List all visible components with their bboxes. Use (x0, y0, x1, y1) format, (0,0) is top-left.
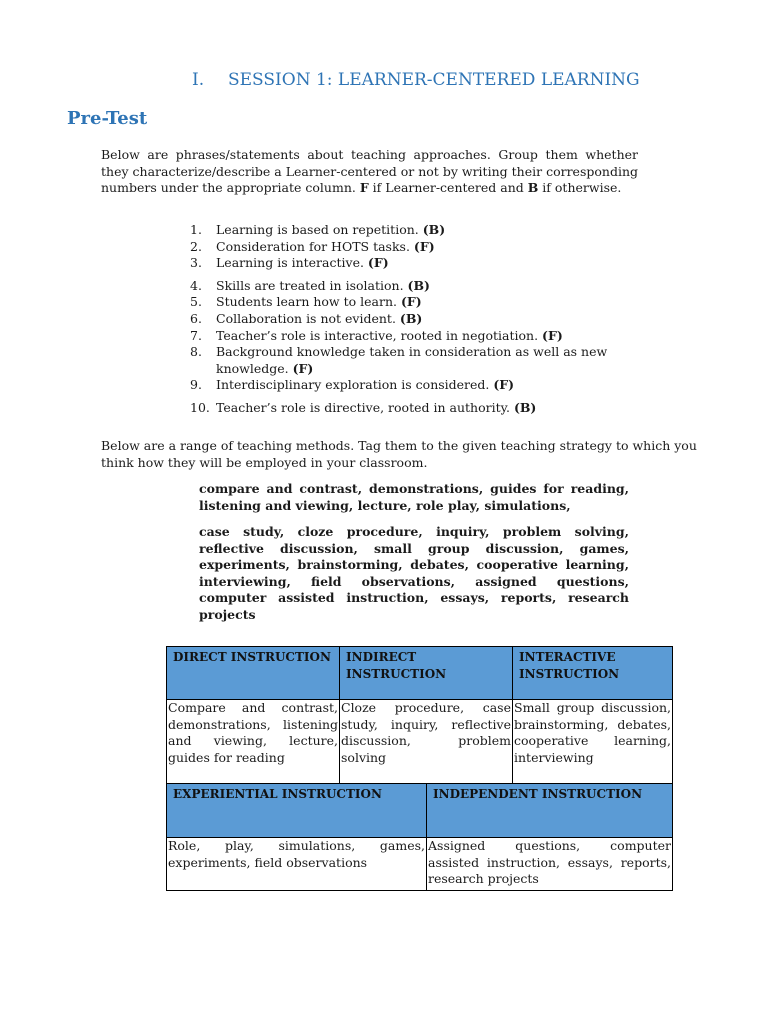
list-item (190, 255, 650, 272)
instructions-b-label: B (527, 180, 539, 196)
item-answer: (F) (367, 255, 389, 271)
table-header-interactive: INTERACTIVE INSTRUCTION (513, 647, 673, 700)
instructions-text-3: if otherwise. (538, 180, 622, 196)
item-text: Students learn how to learn. (216, 294, 401, 310)
methods-instructions: Below are a range of teaching methods. Tag them to the given teaching strategy to which you think how they will be employed in your classroom. (101, 438, 697, 470)
methods-list-1: compare and contrast, demonstrations, guides for reading, listening and viewing, lecture, role play, simulations, (199, 481, 629, 513)
item-number: 7. (190, 327, 202, 343)
item-number: 8. (190, 344, 202, 360)
list-item (190, 278, 650, 295)
table-cell: Role, play, simulations, games, experiments, field observations (167, 838, 427, 891)
item-text: Teacher’s role is directive, rooted in authority. (216, 399, 514, 415)
instruction-table-2 (166, 783, 673, 891)
list-item (190, 328, 650, 345)
item-answer: (B) (407, 277, 430, 293)
item-text: Collaboration is not evident. (216, 310, 400, 326)
item-number: 6. (190, 310, 202, 326)
item-text: Skills are treated in isolation. (216, 277, 408, 293)
item-text: Learning is based on repetition. (216, 222, 423, 237)
section-number: I. (192, 70, 205, 90)
table-header-independent: INDEPENDENT INSTRUCTION (427, 784, 673, 838)
instructions-text-1: Below are phrases/statements about teaching approaches. Group them whether they characterize/describe a Learner-centered or not by writing their corresponding numbers under the appropriate column. (101, 147, 638, 196)
instructions-f-label: F (359, 180, 369, 196)
item-answer: (B) (399, 310, 423, 326)
item-answer: (B) (422, 222, 446, 237)
item-text: Learning is interactive. (216, 255, 368, 271)
item-number: 9. (190, 377, 202, 393)
item-text: Background knowledge taken in consideration as well as new knowledge. (216, 344, 608, 376)
table-cell: Compare and contrast, demonstrations, listening and viewing, lecture, guides for reading (167, 700, 340, 784)
list-item (190, 222, 650, 239)
list-item (190, 377, 650, 394)
item-answer: (F) (542, 327, 563, 343)
table-cell: Assigned questions, computer assisted instruction, essays, reports, research projects (427, 838, 673, 891)
list-item (190, 311, 650, 328)
section-heading (192, 70, 640, 90)
item-number: 3. (190, 255, 202, 271)
pretest-item-list (190, 222, 650, 417)
item-text: Teacher’s role is interactive, rooted in negotiation. (216, 327, 543, 343)
table-cell: Small group discussion, brainstorming, debates, cooperative learning, interviewing (513, 700, 673, 784)
section-title: SESSION 1: LEARNER-CENTERED LEARNING (228, 70, 640, 90)
item-number: 2. (190, 238, 202, 254)
table-header-direct: DIRECT INSTRUCTION (167, 647, 340, 700)
list-item (190, 344, 650, 377)
instruction-table-1 (166, 646, 673, 784)
pretest-title: Pre-Test (67, 108, 148, 129)
list-item (190, 400, 650, 417)
instructions-text-2: if Learner-centered and (368, 180, 528, 196)
item-answer: (F) (400, 294, 422, 310)
item-number: 10. (190, 399, 210, 415)
item-number: 1. (190, 222, 202, 237)
table-cell: Cloze procedure, case study, inquiry, reflective discussion, problem solving (340, 700, 513, 784)
item-text: Interdisciplinary exploration is considered. (216, 377, 494, 393)
list-item (190, 294, 650, 311)
item-answer: (F) (413, 238, 435, 254)
item-answer: (F) (493, 377, 515, 393)
item-answer: (B) (513, 399, 537, 415)
item-number: 4. (190, 277, 202, 293)
table-header-experiential: EXPERIENTIAL INSTRUCTION (167, 784, 427, 838)
methods-list-2: case study, cloze procedure, inquiry, problem solving, reflective discussion, small group discussion, games, experiments, brainstorming, debates, cooperative learning, interviewing, field observations, assigned questions, computer assisted instruction, essays, reports, research projects (199, 524, 629, 622)
pretest-instructions (101, 147, 638, 197)
item-answer: (F) (292, 360, 314, 376)
list-item (190, 239, 650, 256)
item-text: Consideration for HOTS tasks. (216, 238, 414, 254)
item-number: 5. (190, 294, 202, 310)
table-header-indirect: INDIRECT INSTRUCTION (340, 647, 513, 700)
